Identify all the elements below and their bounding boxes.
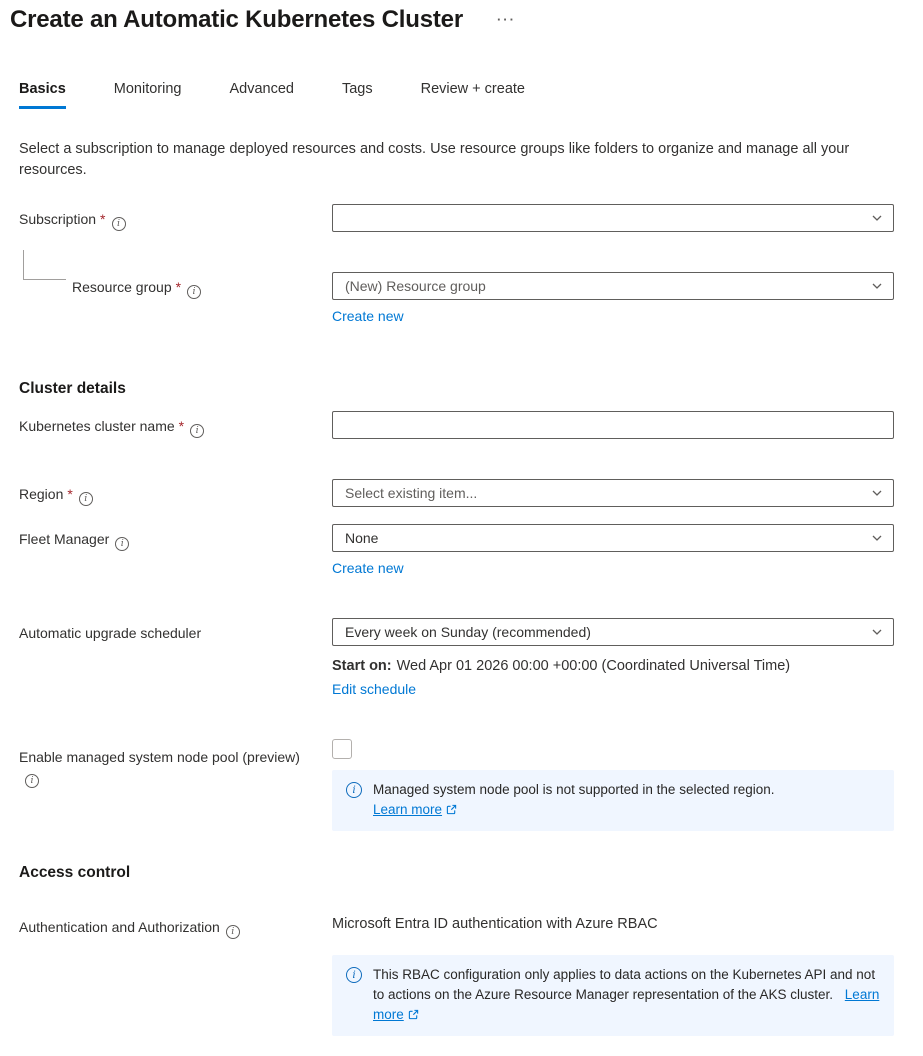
chevron-down-icon (871, 212, 883, 224)
page-header (10, 5, 894, 35)
cluster-name-label-text: Kubernetes cluster name (19, 418, 175, 434)
region-field-row (19, 479, 894, 507)
fleet-manager-value: None (345, 530, 379, 546)
info-circle-icon: i (346, 967, 362, 983)
fleet-manager-field-row (19, 524, 894, 576)
node-pool-learn-more-link[interactable]: Learn more (373, 802, 443, 817)
region-placeholder: Select existing item... (345, 485, 478, 501)
info-icon[interactable]: i (187, 285, 201, 299)
resource-group-create-new-link[interactable]: Create new (332, 308, 404, 324)
info-icon[interactable]: i (226, 925, 240, 939)
chevron-down-icon (871, 532, 883, 544)
info-icon[interactable]: i (25, 774, 39, 788)
upgrade-scheduler-field-row (19, 618, 894, 697)
cluster-name-input[interactable] (332, 411, 894, 439)
tab-monitoring[interactable]: Monitoring (113, 81, 182, 97)
wizard-tabs (19, 81, 894, 109)
info-icon[interactable]: i (112, 217, 126, 231)
upgrade-scheduler-value: Every week on Sunday (recommended) (345, 624, 591, 640)
required-marker: * (100, 211, 106, 227)
access-control-heading: Access control (19, 864, 131, 881)
page-title: Create an Automatic Kubernetes Cluster (10, 6, 463, 33)
region-label-text: Region (19, 486, 64, 502)
start-on-text (332, 658, 894, 674)
start-on-label: Start on: (332, 658, 392, 674)
subscription-label-text: Subscription (19, 211, 97, 227)
subscription-field-row (19, 204, 894, 232)
info-circle-icon: i (346, 782, 362, 798)
tab-review-create[interactable]: Review + create (420, 81, 525, 97)
authentication-value: Microsoft Entra ID authentication with Azure RBAC (332, 916, 658, 932)
subscription-dropdown[interactable] (332, 204, 894, 232)
node-pool-info-text: Managed system node pool is not supported in the selected region. (373, 782, 775, 797)
rbac-info-text: This RBAC configuration only applies to data actions on the Kubernetes API and not to actions on the Azure Resource Manager representation of the AKS cluster. (373, 967, 876, 1002)
rbac-learn-more-link[interactable]: Learn more (373, 987, 880, 1022)
region-label (19, 479, 332, 506)
indent-connector-line (23, 250, 66, 280)
managed-node-pool-field-row (19, 739, 894, 831)
more-options-button[interactable]: ··· (497, 5, 516, 35)
rbac-info-banner (332, 955, 894, 1036)
authentication-label (19, 912, 332, 939)
edit-schedule-link[interactable]: Edit schedule (332, 681, 417, 697)
fleet-manager-dropdown[interactable] (332, 524, 894, 552)
intro-text: Select a subscription to manage deployed resources and costs. Use resource groups like folders to organize and manage all your resources. (19, 141, 850, 178)
external-link-icon (446, 801, 457, 821)
tab-basics[interactable]: Basics (19, 81, 66, 109)
authentication-field-row (19, 912, 894, 1036)
subscription-label (19, 204, 332, 231)
managed-node-pool-label-text: Enable managed system node pool (preview) (19, 749, 300, 765)
info-icon[interactable]: i (190, 424, 204, 438)
required-marker: * (67, 486, 73, 502)
required-marker: * (175, 279, 182, 295)
fleet-manager-create-new-link[interactable]: Create new (332, 560, 404, 576)
upgrade-scheduler-dropdown[interactable] (332, 618, 894, 646)
managed-node-pool-label (19, 739, 309, 788)
start-on-value: Wed Apr 01 2026 00:00 +00:00 (Coordinated Universal Time) (396, 658, 791, 674)
resource-group-field-row (19, 272, 894, 324)
required-marker: * (178, 418, 185, 434)
resource-group-label-text: Resource group (72, 279, 172, 295)
chevron-down-icon (871, 487, 883, 499)
chevron-down-icon (871, 280, 883, 292)
external-link-icon (408, 1006, 419, 1026)
info-icon[interactable]: i (115, 537, 129, 551)
managed-node-pool-checkbox[interactable] (332, 739, 352, 759)
fleet-manager-label (19, 524, 332, 551)
authentication-label-text: Authentication and Authorization (19, 919, 220, 935)
resource-group-dropdown[interactable] (332, 272, 894, 300)
tab-advanced[interactable]: Advanced (229, 81, 294, 97)
upgrade-scheduler-label: Automatic upgrade scheduler (19, 625, 202, 641)
fleet-manager-label-text: Fleet Manager (19, 531, 110, 547)
cluster-details-heading: Cluster details (19, 380, 126, 397)
region-dropdown[interactable] (332, 479, 894, 507)
cluster-name-field-row (19, 411, 894, 439)
resource-group-value: (New) Resource group (345, 278, 486, 294)
chevron-down-icon (871, 626, 883, 638)
tab-tags[interactable]: Tags (341, 81, 373, 97)
node-pool-info-banner (332, 770, 894, 831)
cluster-name-label (19, 411, 332, 438)
info-icon[interactable]: i (79, 492, 93, 506)
